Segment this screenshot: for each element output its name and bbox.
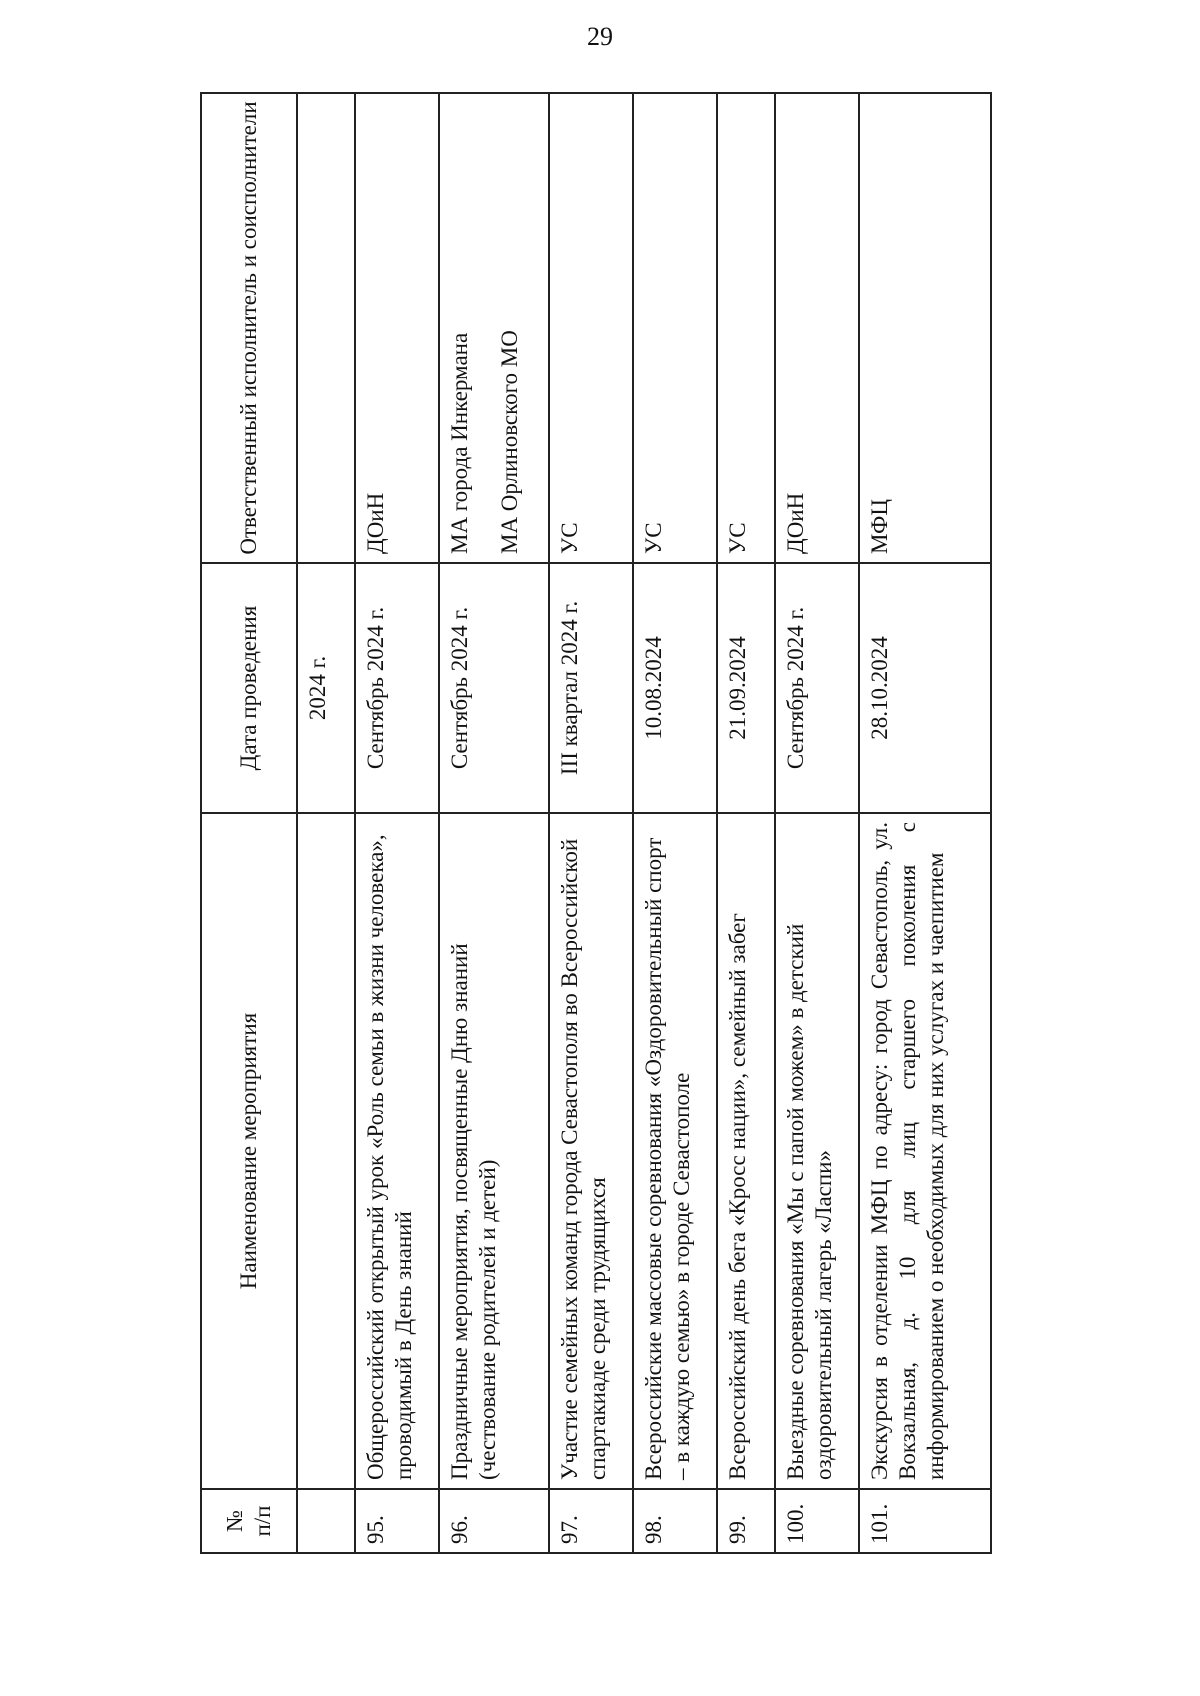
header-number (201, 1489, 297, 1553)
cell-event-name: Всероссийский день бега «Кросс нации», семейный забег (717, 813, 775, 1489)
cell-date: Сентябрь 2024 г. (439, 563, 549, 813)
cell-responsible (297, 93, 355, 563)
header-event-name: Наименование мероприятия (201, 813, 297, 1489)
cell-number: 99. (717, 1489, 775, 1553)
responsible-entry: ДОиН (783, 492, 808, 554)
responsible-entry: ДОиН (363, 492, 388, 554)
cell-date: Сентябрь 2024 г. (355, 563, 439, 813)
cell-responsible (549, 93, 633, 563)
cell-number: 98. (633, 1489, 717, 1553)
cell-responsible (439, 93, 549, 563)
cell-responsible (859, 93, 991, 563)
responsible-entry: УС (725, 522, 750, 554)
cell-event-name: Общероссийский открытый урок «Роль семьи в жизни человека», проводимый в День знаний (355, 813, 439, 1489)
cell-event-name: Выездные соревнования «Мы с папой можем» в детский оздоровительный лагерь «Ласпи» (775, 813, 859, 1489)
responsible-entry: МА Орлиновского МО (497, 330, 523, 554)
table-header-row (201, 93, 297, 1553)
cell-date: Сентябрь 2024 г. (775, 563, 859, 813)
cell-date: 21.09.2024 (717, 563, 775, 813)
cell-event-name: Экскурсия в отделении МФЦ по адресу: город Севастополь, ул. Вокзальная, д. 10 для лиц старшего поколения с информированием о необходимых для них услугах и чаепитием (859, 813, 991, 1489)
table-row (717, 93, 775, 1553)
header-number-line1: № (221, 1510, 247, 1532)
table-row (355, 93, 439, 1553)
cell-responsible (355, 93, 439, 563)
cell-number: 100. (775, 1489, 859, 1553)
table-row (633, 93, 717, 1553)
responsible-entry: УС (557, 522, 582, 554)
cell-number: 97. (549, 1489, 633, 1553)
table-row-continuation (297, 93, 355, 1553)
cell-responsible (717, 93, 775, 563)
cell-number: 96. (439, 1489, 549, 1553)
responsible-entry: УС (641, 522, 666, 554)
table-row (859, 93, 991, 1553)
events-table (200, 92, 992, 1554)
header-number-line2: п/п (250, 1505, 275, 1537)
responsible-entry: МФЦ (867, 499, 892, 554)
cell-event-name: Праздничные мероприятия, посвященные Дню знаний (чествование родителей и детей) (439, 813, 549, 1489)
header-date: Дата проведения (201, 563, 297, 813)
rotated-table-container (200, 94, 990, 1554)
cell-event-name: Участие семейных команд города Севастополя во Всероссийской спартакиаде среди трудящихся (549, 813, 633, 1489)
table-row (549, 93, 633, 1553)
page-number: 29 (587, 22, 613, 51)
responsible-entry: МА города Инкермана (447, 332, 472, 554)
cell-event-name: Всероссийские массовые соревнования «Оздоровительный спорт – в каждую семью» в городе Севастополе (633, 813, 717, 1489)
cell-number: 95. (355, 1489, 439, 1553)
table-row (775, 93, 859, 1553)
cell-date: 10.08.2024 (633, 563, 717, 813)
cell-date: 2024 г. (297, 563, 355, 813)
cell-date: 28.10.2024 (859, 563, 991, 813)
cell-number (297, 1489, 355, 1553)
cell-responsible (633, 93, 717, 563)
cell-date: III квартал 2024 г. (549, 563, 633, 813)
cell-responsible (775, 93, 859, 563)
cell-event-name (297, 813, 355, 1489)
table-row (439, 93, 549, 1553)
cell-number: 101. (859, 1489, 991, 1553)
header-responsible: Ответственный исполнитель и соисполнители (201, 93, 297, 563)
